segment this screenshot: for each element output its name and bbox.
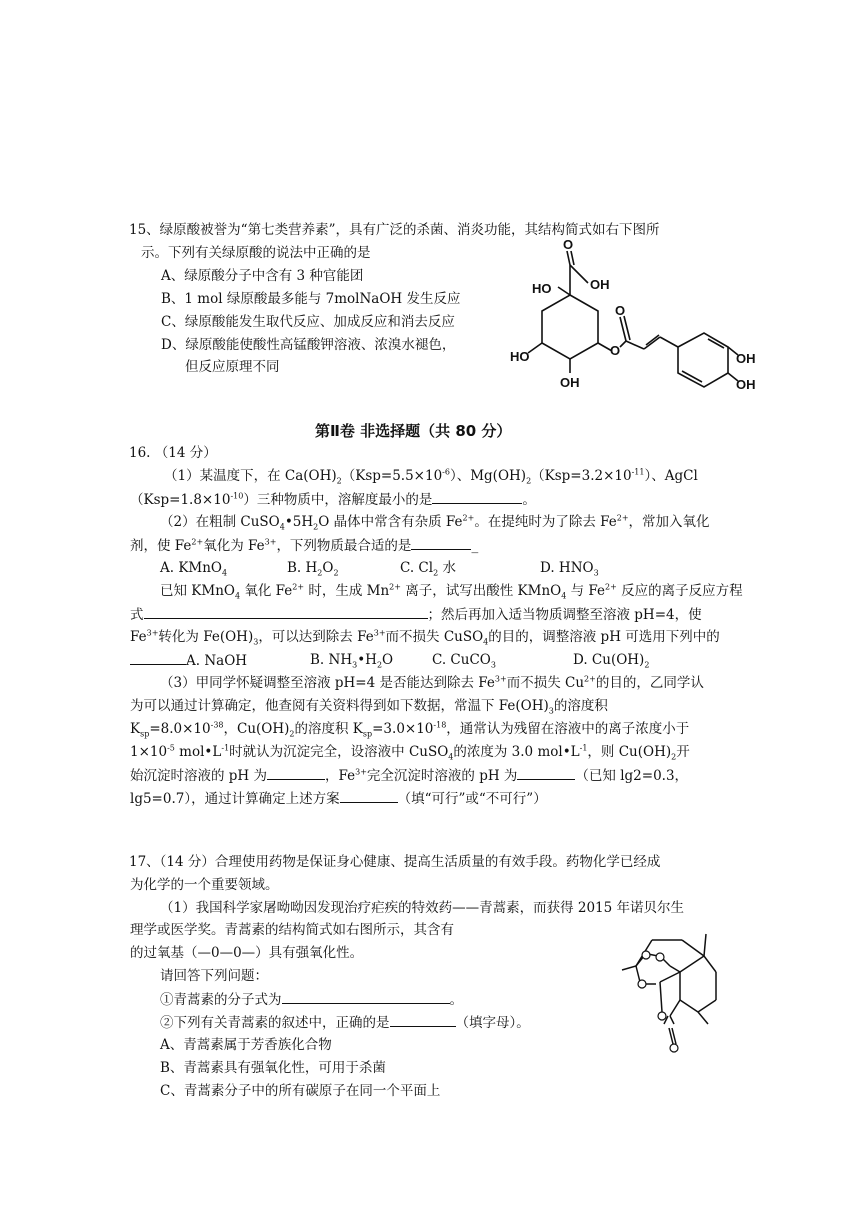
q16-choice-a: A. KMnO$_4$	[160, 560, 228, 578]
q15-option-d-cont: 但反应原理不同	[185, 359, 280, 375]
q16-p2-equation: 式 ；然后再加入适当物质调整至溶液 pH=4，使	[130, 604, 702, 625]
ester-o-label: O	[610, 343, 621, 358]
q16-p1-line1: （1）某温度下，在 $Ca(OH)_2(Ksp=5.5\times 10^{-6})$、$Mg(OH)_2(Ksp=3.2\times 10^{-11})$、AgCl	[164, 467, 698, 486]
q16-choice-c: C. $Cl_2$ 水	[400, 560, 456, 578]
q17-line5: 的过氧基（—0—0—）具有强氧化性。	[130, 945, 364, 961]
q15-stem-line2: 示。下列有关绿原酸的说法中正确的是	[141, 245, 371, 261]
equation-blank[interactable]	[144, 604, 428, 619]
answer-blank[interactable]	[517, 765, 575, 780]
q17-line8: ②下列有关青蒿素的叙述中，正确的是 （填字母）。	[160, 1012, 530, 1033]
q16-p2-choices2: A. NaOH	[130, 650, 247, 671]
q17-option-b: B、青蒿素具有强氧化性，可用于杀菌	[160, 1060, 386, 1076]
q16-choice-d: D. $HNO_3$	[540, 560, 599, 578]
answer-blank[interactable]	[390, 1012, 456, 1027]
q15-option-d: D、绿原酸能使酸性高锰酸钾溶液、浓溴水褪色，	[161, 337, 456, 353]
q16-choice-b: B. $H_2O_2$	[287, 560, 339, 578]
chlorogenic-acid-structure	[510, 237, 770, 405]
label-ho-top: HO	[532, 281, 552, 296]
q17-line7: ①青蒿素的分子式为 。	[160, 989, 463, 1010]
label-oh-right-1: OH	[736, 351, 756, 366]
q16-c2-d: D. $Cu(OH)_2$	[573, 652, 650, 670]
ester-carbonyl-o-label: O	[615, 303, 626, 318]
q17-option-a: A、青蒿素属于芳香族化合物	[160, 1037, 332, 1053]
q17-line3: （1）我国科学家屠呦呦因发现治疗疟疾的特效药——青蒿素，而获得 2015 年诺贝尔生	[160, 900, 685, 916]
q17-line6: 请回答下列问题：	[160, 968, 268, 984]
q16-p2-line1: （2）在粗制 $CuSO_4•5H_2O$ 晶体中常含有杂质 $Fe^{2+}$。在提纯时为了除去 $Fe^{2+}$，常加入氧化	[160, 513, 710, 532]
q16-header: 16. （14 分）	[129, 445, 217, 461]
answer-blank[interactable]	[130, 650, 186, 665]
answer-blank[interactable]	[267, 765, 325, 780]
carbonyl-o-label: O	[563, 237, 574, 252]
q16-c2-b: B. $NH_3•H_2O$	[310, 652, 394, 670]
q15-option-b: B、1 mol 绿原酸最多能与 7molNaOH 发生反应	[161, 291, 461, 307]
label-ho-left: HO	[510, 349, 530, 364]
label-oh-top: OH	[590, 277, 610, 292]
q17-line1: 17、（14 分）合理使用药物是保证身心健康、提高生活质量的有效手段。药物化学已经成	[129, 854, 661, 870]
q16-p3-line1: （3）甲同学怀疑调整至溶液 pH=4 是否能达到除去 $Fe^{3+}$而不损失 $Cu^{2+}$的目的，乙同学认	[160, 674, 704, 691]
q16-p3-line5: 始沉淀时溶液的 pH 为 ，$Fe^{3+}$完全沉淀时溶液的 pH 为 （已知 lg2=0.3，	[130, 765, 688, 786]
q17-option-c: C、青蒿素分子中的所有碳原子在同一个平面上	[160, 1083, 441, 1099]
q16-p3-line3: $K_{sp}=8.0\times 10^{-38}$，$Cu(OH)_2$的溶度积 $K_{sp}=3.0\times 10^{-18}$，通常认为残留在溶液中的离子浓度小于	[130, 720, 690, 739]
q16-p2-fe-line: $Fe^{3+}$转化为 $Fe(OH)_3$，可以达到除去 $Fe^{3+}$而不损失 CuSO$_4$的目的，调整溶液 pH 可选用下列中的	[130, 628, 720, 647]
q15-option-a: A、绿原酸分子中含有 3 种官能团	[161, 268, 364, 284]
q15-option-c: C、绿原酸能发生取代反应、加成反应和消去反应	[161, 314, 455, 330]
q16-p2-known: 已知 KMnO$_4$ 氧化 $Fe^{2+}$ 时，生成 $Mn^{2+}$ 离子，试写出酸性 KMnO$_4$ 与 $Fe^{2+}$ 反应的离子反应方程	[160, 582, 743, 601]
label-oh-right-2: OH	[736, 377, 756, 392]
q15-stem-line1: 15、绿原酸被誉为“第七类营养素”，具有广泛的杀菌、消炎功能，其结构简式如右下图所	[129, 222, 660, 238]
q16-c2-c: C. CuCO$_3$	[432, 652, 496, 670]
q16-p1-line2: $(Ksp=1.8\times 10^{-10})$三种物质中，溶解度最小的是 。	[130, 489, 536, 510]
q17-line2: 为化学的一个重要领域。	[130, 877, 279, 893]
answer-blank[interactable]	[282, 989, 450, 1004]
artemisinin-structure	[612, 920, 732, 1052]
answer-blank[interactable]	[432, 489, 522, 504]
label-oh-bottom: OH	[560, 375, 580, 390]
section2-title: 第Ⅱ卷 非选择题（共 80 分）	[315, 422, 512, 440]
q17-line4: 理学或医学奖。青蒿素的结构简式如右图所示，其含有	[130, 922, 454, 938]
q16-p3-line6: lg5=0.7），通过计算确定上述方案 （填“可行”或“不可行”）	[130, 788, 547, 809]
q16-p2-line2: 剂，使 $Fe^{2+}$氧化为 $Fe^{3+}$，下列物质最合适的是 _	[130, 535, 478, 556]
answer-blank[interactable]	[411, 535, 471, 550]
q16-p3-line2: 为可以通过计算确定，他查阅有关资料得到如下数据，常温下 $Fe(OH)_3$的溶度积	[130, 698, 608, 716]
answer-blank[interactable]	[340, 788, 398, 803]
q16-p3-line4: $1\times 10^{-5}$ $mol•L^{-1}$时就认为沉淀完全，设溶液中 CuSO$_4$的浓度为 3.0 $mol•L^{-1}$，则 $Cu(OH)_2$开	[130, 743, 690, 762]
